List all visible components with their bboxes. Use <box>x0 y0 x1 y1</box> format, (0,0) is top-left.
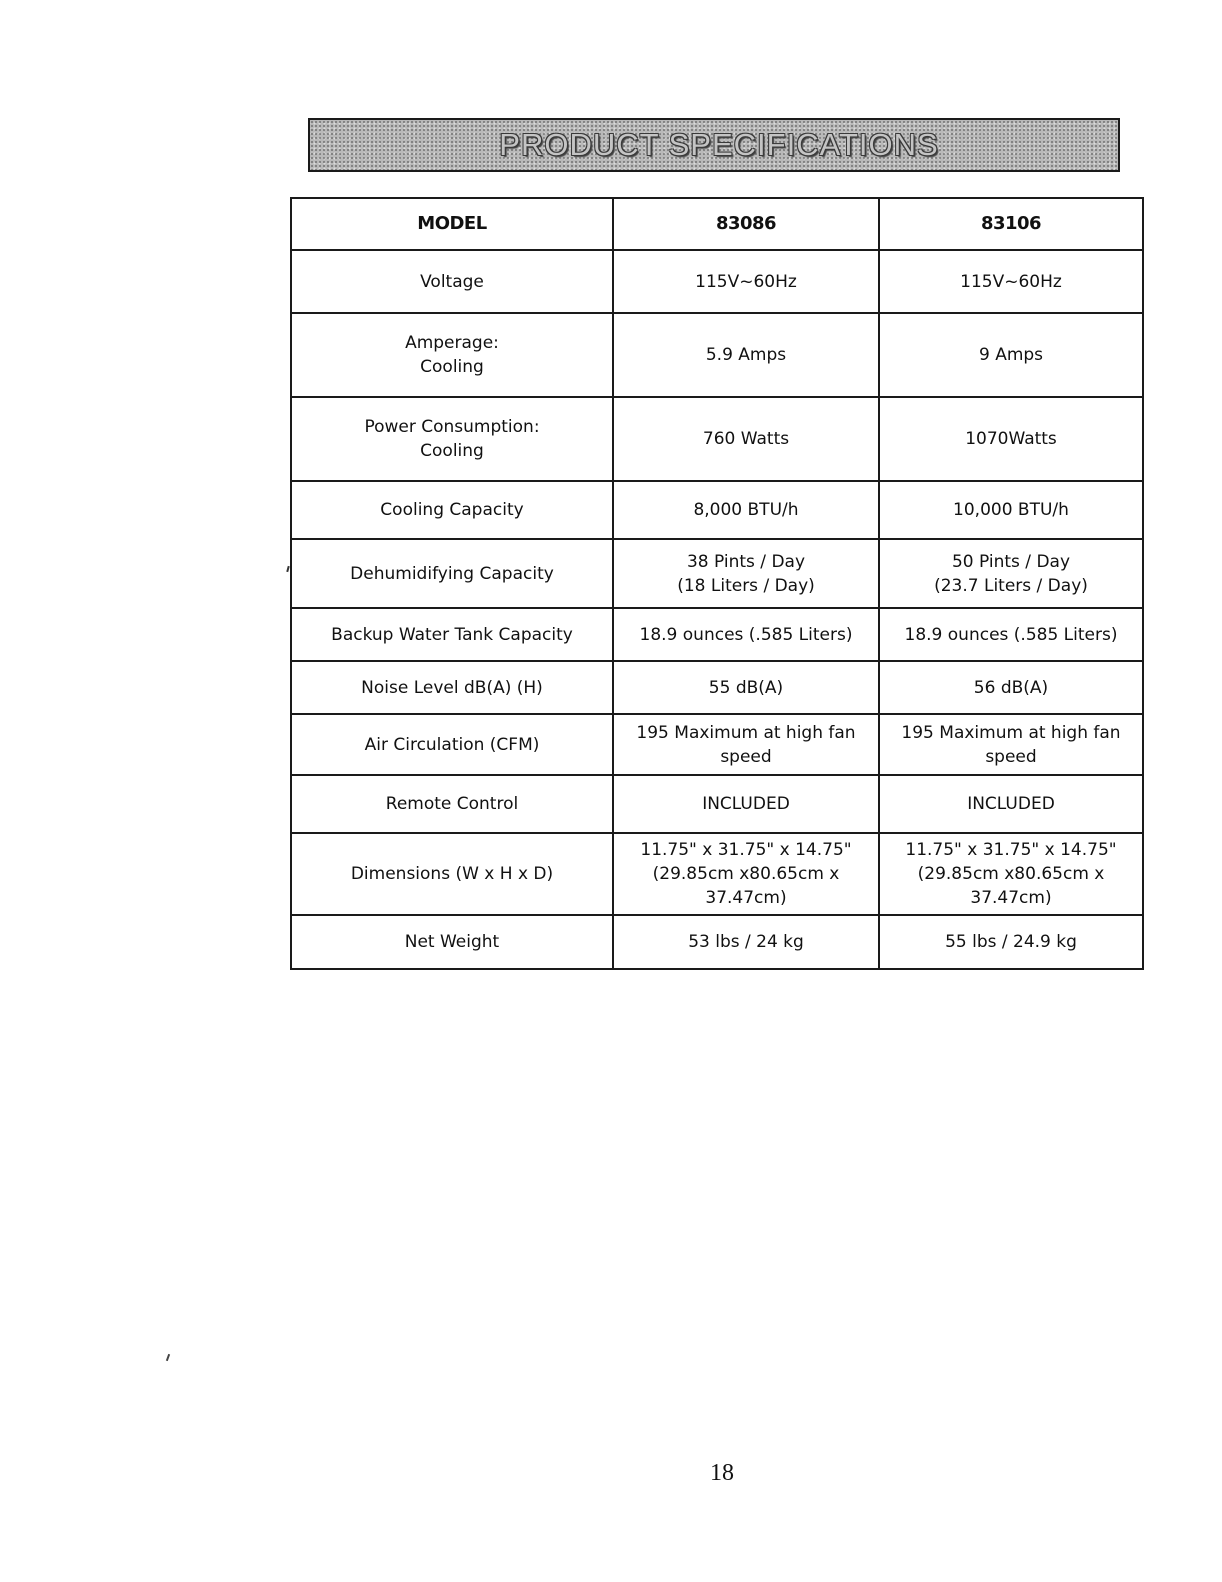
page-number: 18 <box>710 1460 734 1486</box>
row-label-amperage: Amperage: Cooling <box>291 313 613 397</box>
cell-value: 195 Maximum at high fan speed <box>613 714 879 775</box>
row-label-air-circulation: Air Circulation (CFM) <box>291 714 613 775</box>
header-model-83106: 83106 <box>879 198 1143 250</box>
row-label-dehumidifying-capacity: Dehumidifying Capacity <box>291 539 613 608</box>
cell-value: 115V~60Hz <box>879 250 1143 313</box>
table-row <box>291 397 1143 481</box>
row-label-backup-water-tank: Backup Water Tank Capacity <box>291 608 613 661</box>
cell-value: INCLUDED <box>613 775 879 833</box>
header-model-83086: 83086 <box>613 198 879 250</box>
table-header-row <box>291 198 1143 250</box>
row-label-voltage: Voltage <box>291 250 613 313</box>
table-row <box>291 714 1143 775</box>
cell-value: 760 Watts <box>613 397 879 481</box>
cell-value: 55 lbs / 24.9 kg <box>879 915 1143 969</box>
table-row <box>291 481 1143 539</box>
table-row <box>291 608 1143 661</box>
table-row <box>291 775 1143 833</box>
row-label-net-weight: Net Weight <box>291 915 613 969</box>
table-row <box>291 833 1143 915</box>
cell-value: 9 Amps <box>879 313 1143 397</box>
header-model: MODEL <box>291 198 613 250</box>
table-row <box>291 539 1143 608</box>
section-title: PRODUCT SPECIFICATIONS <box>499 127 939 162</box>
row-label-cooling-capacity: Cooling Capacity <box>291 481 613 539</box>
cell-value: 18.9 ounces (.585 Liters) <box>613 608 879 661</box>
table-row <box>291 313 1143 397</box>
section-banner <box>308 118 1120 172</box>
row-label-remote-control: Remote Control <box>291 775 613 833</box>
table-row <box>291 250 1143 313</box>
cell-value: 38 Pints / Day (18 Liters / Day) <box>613 539 879 608</box>
row-label-dimensions: Dimensions (W x H x D) <box>291 833 613 915</box>
cell-value: 1070Watts <box>879 397 1143 481</box>
table-row <box>291 915 1143 969</box>
cell-value: 56 dB(A) <box>879 661 1143 714</box>
cell-value: 55 dB(A) <box>613 661 879 714</box>
cell-value: 8,000 BTU/h <box>613 481 879 539</box>
row-label-power-consumption: Power Consumption: Cooling <box>291 397 613 481</box>
cell-value: 5.9 Amps <box>613 313 879 397</box>
cell-value: 11.75" x 31.75" x 14.75" (29.85cm x80.65cm x 37.47cm) <box>613 833 879 915</box>
cell-value: 195 Maximum at high fan speed <box>879 714 1143 775</box>
cell-value: INCLUDED <box>879 775 1143 833</box>
table-row <box>291 661 1143 714</box>
cell-value: 53 lbs / 24 kg <box>613 915 879 969</box>
cell-value: 11.75" x 31.75" x 14.75" (29.85cm x80.65cm x 37.47cm) <box>879 833 1143 915</box>
cell-value: 115V~60Hz <box>613 250 879 313</box>
row-label-noise-level: Noise Level dB(A) (H) <box>291 661 613 714</box>
specifications-table <box>290 197 1144 970</box>
cell-value: 18.9 ounces (.585 Liters) <box>879 608 1143 661</box>
scan-mark <box>166 1354 170 1361</box>
cell-value: 50 Pints / Day (23.7 Liters / Day) <box>879 539 1143 608</box>
cell-value: 10,000 BTU/h <box>879 481 1143 539</box>
